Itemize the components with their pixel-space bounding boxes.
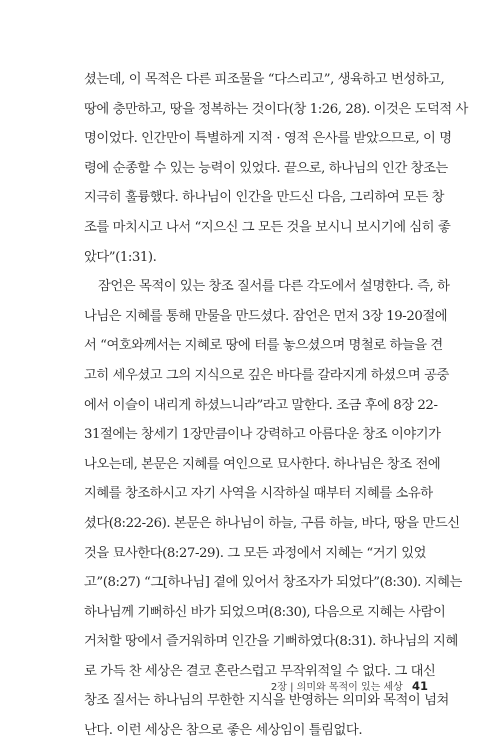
text-line: 지극히 훌륭했다. 하나님이 인간을 만드신 다음, 그리하여 모든 창 (84, 190, 445, 206)
page-footer (271, 678, 428, 693)
text-line: 창조 질서는 하나님의 무한한 지식을 반영하는 의미와 목적이 넘쳐 (84, 693, 449, 709)
text-line: 거처할 땅에서 즐거워하며 인간을 기뻐하였다(8:31). 하나님의 지혜 (84, 634, 458, 650)
text-line: 고”(8:27) “그[하나님] 곁에 있어서 창조자가 되었다”(8:30). 지혜는 (84, 575, 462, 591)
text-line: 조를 마치시고 나서 “지으신 그 모든 것을 보시니 보시기에 심히 좋 (84, 219, 451, 235)
text-line: 셨는데, 이 목적은 다른 피조물을 “다스리고”, 생육하고 번성하고, (84, 72, 445, 87)
text-line: 지혜를 창조하시고 자기 사역을 시작하실 때부터 지혜를 소유하 (84, 486, 433, 502)
text-line: 나님은 지혜를 통해 만물을 만드셨다. 잠언은 먼저 3장 19-20절에 (84, 308, 448, 324)
text-line: 고히 세우셨고 그의 지식으로 깊은 바다를 갈라지게 하셨으며 공중 (84, 367, 449, 383)
text-line: 령에 순종할 수 있는 능력이 있었다. 끝으로, 하나님의 인간 창조는 (84, 160, 448, 176)
running-head: 2장 | 의미와 목적이 있는 세상 (270, 682, 403, 693)
text-line: 로 가득 찬 세상은 결코 혼란스럽고 무작위적일 수 없다. 그 대신 (84, 663, 436, 679)
text-line: 하나님께 기뻐하신 바가 되었으며(8:30), 다음으로 지혜는 사람이 (84, 604, 446, 620)
body-text (84, 65, 468, 746)
text-line: 셨다(8:22-26). 본문은 하나님이 하늘, 구름 하늘, 바다, 땅을 만드신 (84, 515, 460, 531)
text-line: 난다. 이런 세상은 참으로 좋은 세상임이 틀림없다. (84, 723, 363, 739)
text-line: 31절에는 창세기 1장만큼이나 강력하고 아름다운 창조 이야기가 (84, 427, 441, 443)
text-line: 에서 이슬이 내리게 하셨느니라”라고 말한다. 조금 후에 8장 22- (84, 397, 438, 413)
page-number: 41 (411, 679, 428, 693)
text-line: 명이었다. 인간만이 특별하게 지적 · 영적 은사를 받았으므로, 이 명 (84, 131, 452, 147)
text-line: 것을 묘사한다(8:27-29). 그 모든 과정에서 지혜는 “거기 있었 (84, 545, 427, 561)
text-line: 서 “여호와께서는 지혜로 땅에 터를 놓으셨으며 명철로 하늘을 견 (84, 338, 443, 354)
text-line: 았다”(1:31). (84, 249, 157, 265)
text-line: 땅에 충만하고, 땅을 정복하는 것이다(창 1:26, 28). 이것은 도덕적 사 (84, 101, 468, 117)
paragraph-start-line: 잠언은 목적이 있는 창조 질서를 다른 각도에서 설명한다. 즉, 하 (98, 279, 450, 295)
text-line: 나오는데, 본문은 지혜를 여인으로 묘사한다. 하나님은 창조 전에 (84, 456, 441, 472)
